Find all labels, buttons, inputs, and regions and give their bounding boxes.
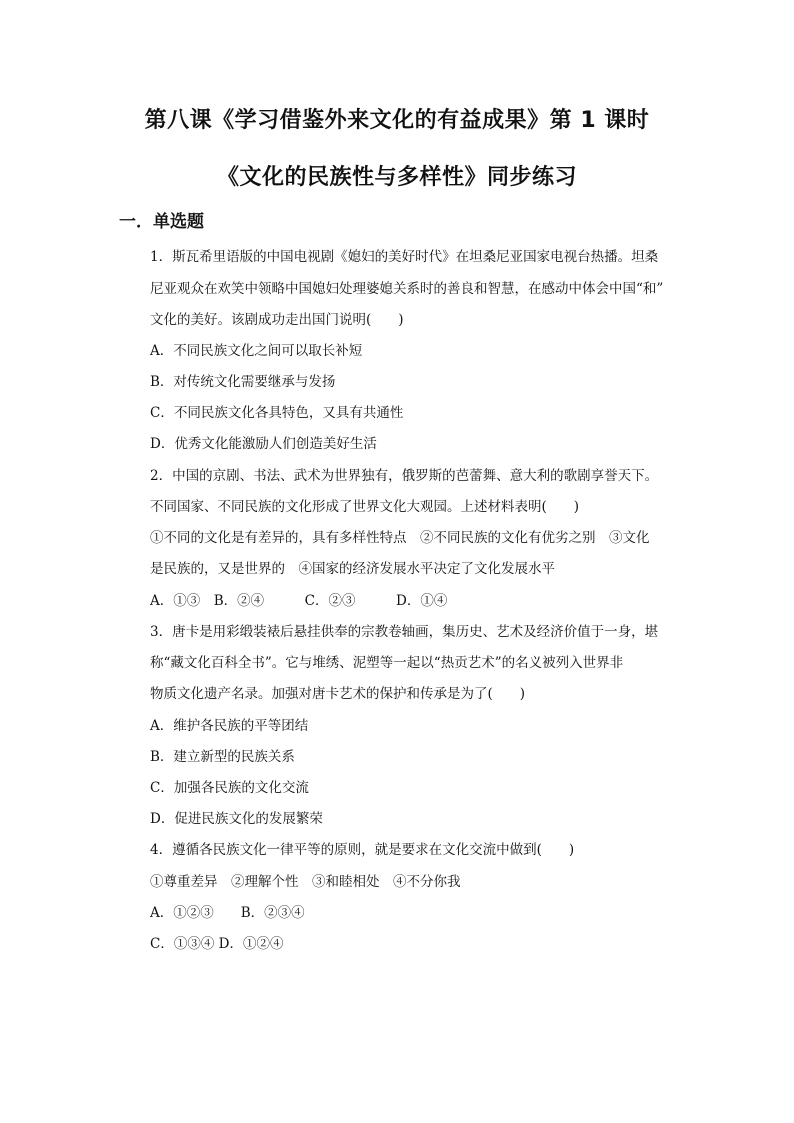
- q4-options-line1: A．①②③ B．②③④: [150, 905, 305, 921]
- q1-stem-line1: 1．斯瓦希里语版的中国电视剧《媳妇的美好时代》在坦桑尼亚国家电视台热播。坦桑: [150, 249, 659, 265]
- q1-option-b: B．对传统文化需要继承与发扬: [150, 374, 336, 390]
- q1-stem-line3: 文化的美好。该剧成功走出国门说明( ): [150, 312, 404, 328]
- q3-option-a: A．维护各民族的平等团结: [150, 718, 309, 734]
- q1-stem-line2: 尼亚观众在欢笑中领略中国媳妇处理婆媳关系时的善良和智慧，在感动中体会中国“和”: [150, 281, 664, 297]
- q2-options: A．①③ B．②④ C．②③ D．①④: [150, 593, 448, 609]
- q4-options-line2: C．①③④ D．①②④: [150, 936, 284, 952]
- q3-option-d: D．促进民族文化的发展繁荣: [150, 811, 323, 827]
- q3-option-c: C．加强各民族的文化交流: [150, 780, 309, 796]
- q4-items: ①尊重差异 ②理解个性 ③和睦相处 ④不分你我: [150, 874, 461, 890]
- document-title-line1: 第八课《学习借鉴外来文化的有益成果》第 1 课时: [144, 108, 650, 133]
- q1-option-a: A．不同民族文化之间可以取长补短: [150, 343, 363, 359]
- q2-stem-line2: 不同国家、不同民族的文化形成了世界文化大观园。上述材料表明( ): [150, 499, 580, 515]
- q1-option-d: D．优秀文化能激励人们创造美好生活: [150, 436, 377, 452]
- q3-option-b: B．建立新型的民族关系: [150, 749, 295, 765]
- section-heading: 一．单选题: [119, 212, 204, 232]
- q4-stem-line1: 4．遵循各民族文化一律平等的原则，就是要求在文化交流中做到( ): [150, 842, 575, 858]
- q3-stem-line2: 称“藏文化百科全书”。它与堆绣、泥塑等一起以“热贡艺术”的名义被列入世界非: [150, 655, 624, 671]
- q3-stem-line1: 3．唐卡是用彩缎装裱后悬挂供奉的宗教卷轴画，集历史、艺术及经济价值于一身，堪: [150, 624, 659, 640]
- document-title-line2: 《文化的民族性与多样性》同步练习: [216, 165, 577, 190]
- q2-items-line2: 是民族的，又是世界的 ④国家的经济发展水平决定了文化发展水平: [150, 561, 555, 577]
- q1-option-c: C．不同民族文化各具特色，又具有共通性: [150, 405, 404, 421]
- q3-stem-line3: 物质文化遗产名录。加强对唐卡艺术的保护和传承是为了( ): [150, 686, 526, 702]
- q2-items-line1: ①不同的文化是有差异的，具有多样性特点 ②不同民族的文化有优劣之别 ③文化: [150, 530, 650, 546]
- q2-stem-line1: 2．中国的京剧、书法、武术为世界独有，俄罗斯的芭蕾舞、意大利的歌剧享誉天下。: [150, 468, 659, 484]
